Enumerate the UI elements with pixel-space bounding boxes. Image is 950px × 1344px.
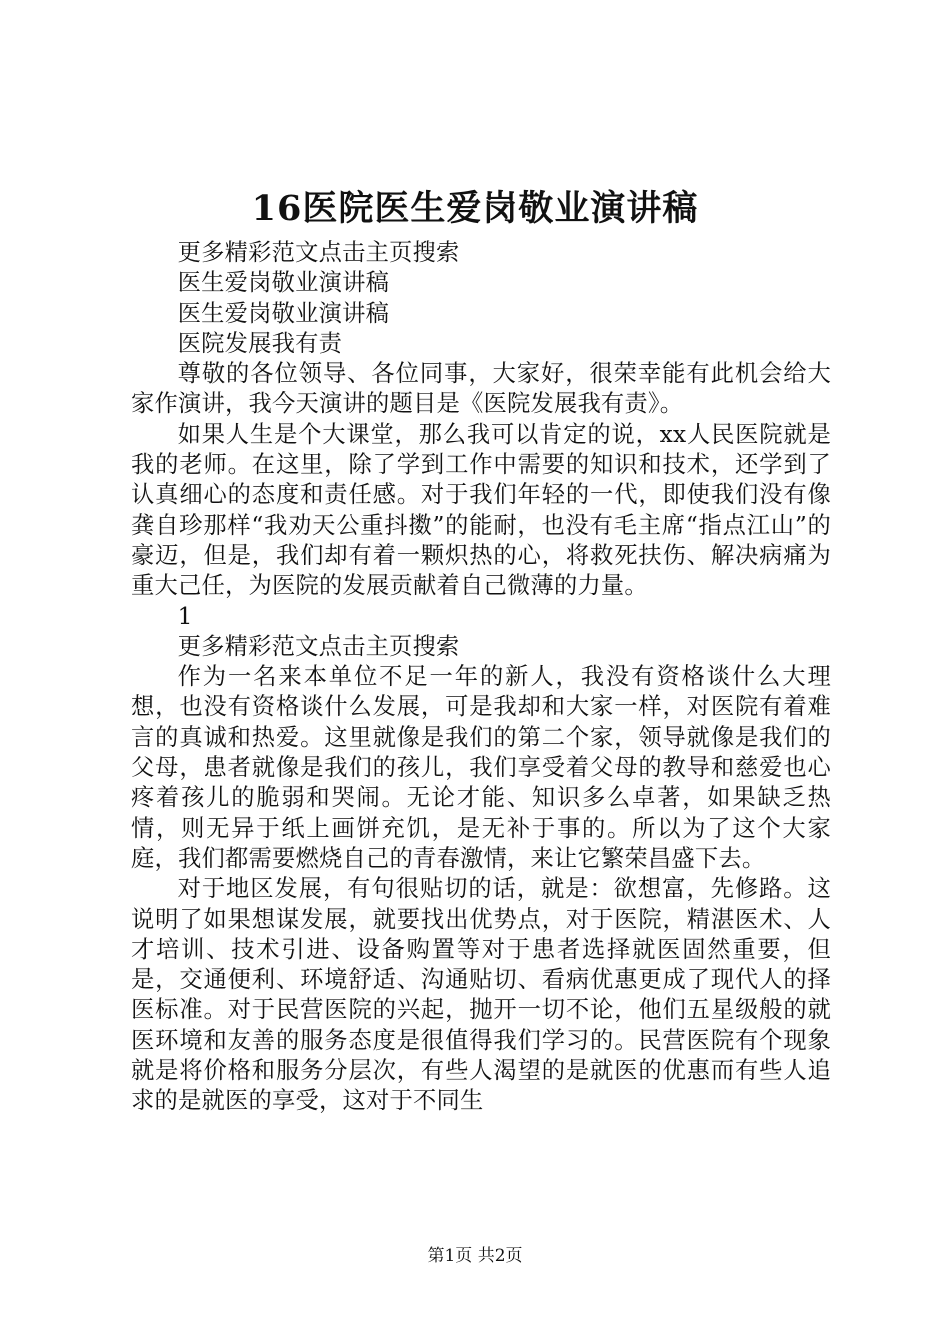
paragraph: 作为一名来本单位不足一年的新人，我没有资格谈什么大理想，也没有资格谈什么发展，可是我却和大家一样，对医院有着难言的真诚和热爱。这里就像是我们的第二个家，领导就像是我们的父母，患者就像是我们的孩儿，我们享受着父母的教导和慈爱也心疼着孩儿的脆弱和哭闹。无论才能、知识多么卓著，如果缺乏热情，则无异于纸上画饼充饥，是无补于事的。所以为了这个大家庭，我们都需要燃烧自己的青春激情，来让它繁荣昌盛下去。: [131, 663, 831, 872]
paragraph: 尊敬的各位领导、各位同事，大家好，很荣幸能有此机会给大家作演讲，我今天演讲的题目是《医院发展我有责》。: [131, 360, 831, 418]
speech-title-line: 医院发展我有责: [177, 329, 343, 357]
document-body: [131, 238, 831, 1117]
subtitle-line: 医生爱岗敬业演讲稿: [177, 269, 390, 297]
promo-line: 更多精彩范文点击主页搜索: [177, 239, 460, 266]
document-title: 16医院医生爱岗敬业演讲稿: [251, 188, 699, 229]
promo-line: 更多精彩范文点击主页搜索: [177, 632, 460, 660]
paragraph: 对于地区发展，有句很贴切的话，就是：欲想富，先修路。这说明了如果想谋发展，就要找出优势点，对于医院，精湛医术、人才培训、技术引进、设备购置等对于患者选择就医固然重要，但是，交通便利、环境舒适、沟通贴切、看病优惠更成了现代人的择医标准。对于民营医院的兴起，抛开一切不论，他们五星级般的就医环境和友善的服务态度是很值得我们学习的。民营医院有个现象就是将价格和服务分层次，有些人渴望的是就医的优惠而有些人追求的是就医的享受，这对于不同生: [131, 875, 831, 1115]
page-marker: 1: [177, 602, 193, 630]
page-footer: 第1页 共2页: [427, 1246, 523, 1266]
paragraph: 如果人生是个大课堂，那么我可以肯定的说，xx人民医院就是我的老师。在这里，除了学到工作中需要的知识和技术，还学到了认真细心的态度和责任感。对于我们年轻的一代，即使我们没有像龚自珍那样“我劝天公重抖擞”的能耐，也没有毛主席“指点江山”的豪迈，但是，我们却有着一颗炽热的心，将救死扶伤、解决病痛为重大己任，为医院的发展贡献着自己微薄的力量。: [131, 420, 831, 600]
subtitle-line: 医生爱岗敬业演讲稿: [177, 299, 390, 327]
